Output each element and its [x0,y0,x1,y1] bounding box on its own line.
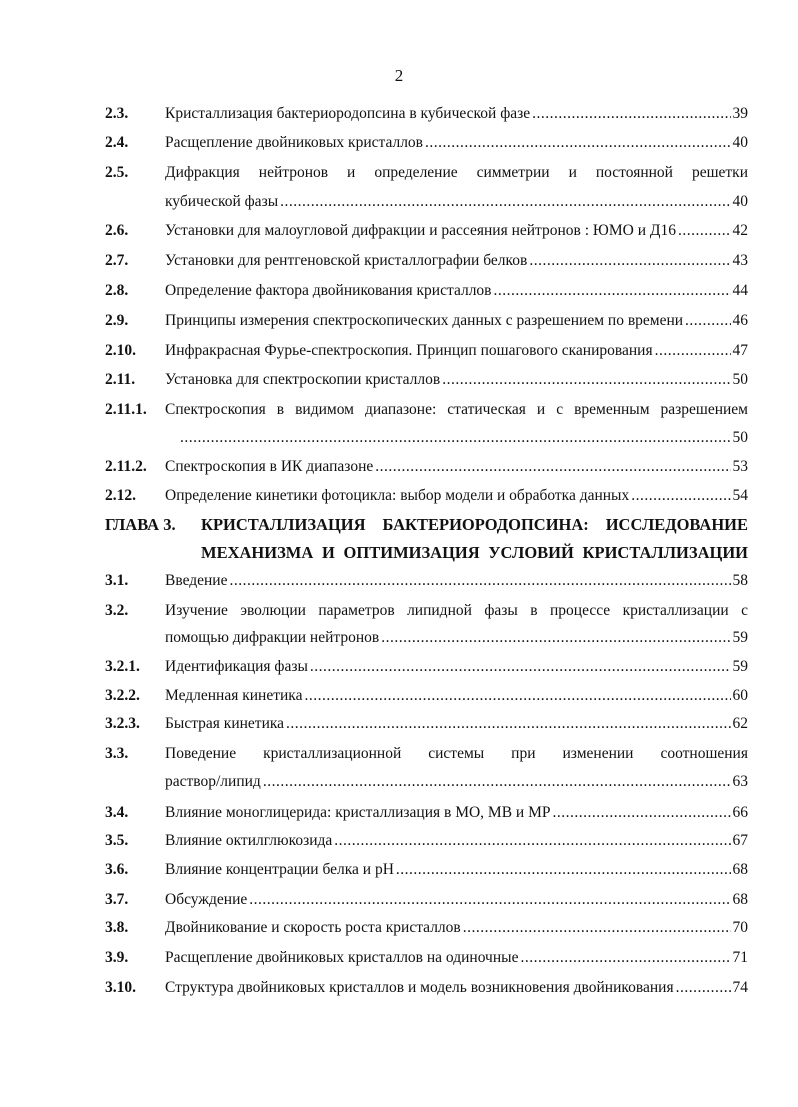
entry-title: Влияние октилглюкозида [165,832,333,849]
entry-page: 70 [732,919,748,936]
entry-title: Идентификация фазы [165,658,308,675]
toc-entry [0,975,798,1001]
toc-entry-continuation [0,189,798,215]
entry-number: 3.2.2. [105,687,140,704]
entry-page: 60 [732,687,748,704]
toc-entry [0,598,798,624]
entry-page: 39 [732,105,748,122]
entry-page: 46 [732,312,748,329]
toc-entry [0,857,798,883]
toc-entry [0,887,798,913]
entry-page: 44 [732,282,748,299]
entry-number: 2.6. [105,222,129,239]
entry-page: 66 [732,804,748,821]
toc-entry [0,800,798,826]
entry-number: 2.11.1. [105,401,147,418]
entry-page: 40 [732,134,748,151]
entry-title-line2: кубической фазы [165,193,279,210]
entry-title: Влияние концентрации белка и pH [165,861,394,878]
entry-number: 3.9. [105,949,129,966]
entry-number: 2.5. [105,164,129,181]
toc-entry [0,454,798,480]
toc-entry [0,915,798,941]
entry-page: 68 [732,891,748,908]
toc-entry [0,654,798,680]
toc-entry-continuation [0,425,798,451]
entry-page: 53 [732,458,748,475]
toc-entry [0,248,798,274]
entry-title-line2: раствор/липид [165,773,261,790]
entry-page: 50 [732,429,748,446]
entry-title: Кристаллизация бактериородопсина в кубической фазе [165,105,531,122]
toc-entry-continuation [0,769,798,795]
chapter-title-line2: МЕХАНИЗМА И ОПТИМИЗАЦИЯ УСЛОВИЙ КРИСТАЛЛИЗАЦИИ [201,543,748,562]
entry-title: Инфракрасная Фурье-спектроскопия. Принцип пошагового сканирования [165,342,653,359]
toc-entry [0,683,798,709]
entry-title-line1: Поведение кристаллизационной системы при изменении соотношения [165,745,748,762]
entry-number: 3.8. [105,919,129,936]
page-number: 2 [394,66,404,85]
entry-number: 2.4. [105,134,129,151]
entry-number: 2.3. [105,105,129,122]
toc-entry [0,308,798,334]
entry-number: 2.11.2. [105,458,147,475]
entry-number: 3.1. [105,572,129,589]
entry-page: 40 [732,193,748,210]
entry-title: Определение фактора двойникования кристаллов [165,282,492,299]
entry-page: 43 [732,252,748,269]
toc-entry [0,741,798,767]
entry-number: 2.12. [105,487,136,504]
toc-entry-continuation [0,625,798,651]
chapter-label: ГЛАВА 3. [105,515,176,534]
entry-title: Установки для малоугловой дифракции и рассеяния нейтронов : ЮМО и Д16 [165,222,676,239]
entry-page: 59 [732,658,748,675]
entry-number: 2.9. [105,312,129,329]
entry-title: Расщепление двойниковых кристаллов [165,134,424,151]
entry-page: 71 [732,949,748,966]
entry-number: 3.5. [105,832,129,849]
entry-number: 3.2.1. [105,658,140,675]
entry-number: 3.2.3. [105,715,140,732]
entry-title: Принципы измерения спектроскопических данных с разрешением по времени [165,312,684,329]
toc-entry [0,338,798,364]
entry-page: 67 [732,832,748,849]
toc-entry [0,278,798,304]
entry-title-line1: Изучение эволюции параметров липидной фазы в процессе кристаллизации с [165,602,748,619]
entry-title: Быстрая кинетика [165,715,285,732]
entry-title: Спектроскопия в ИК диапазоне [165,458,374,475]
entry-page: 47 [732,342,748,359]
entry-title-line2: помощью дифракции нейтронов [165,629,380,646]
entry-number: 3.7. [105,891,129,908]
toc-entry [0,397,798,423]
entry-number: 3.4. [105,804,129,821]
entry-page: 63 [732,773,748,790]
entry-title: Обсуждение [165,891,248,908]
entry-page: 62 [732,715,748,732]
entry-page: 54 [732,487,748,504]
toc-entry [0,218,798,244]
entry-title: Медленная кинетика [165,687,303,704]
entry-number: 2.7. [105,252,129,269]
entry-page: 59 [732,629,748,646]
toc-entry [0,367,798,393]
toc-entry [0,945,798,971]
entry-number: 3.2. [105,602,129,619]
entry-title-line1: Дифракция нейтронов и определение симметрии и постоянной решетки [165,164,748,181]
toc-entry [0,711,798,737]
toc-entry [0,828,798,854]
chapter-title-line1: КРИСТАЛЛИЗАЦИЯ БАКТЕРИОРОДОПСИНА: ИССЛЕДОВАНИЕ [201,515,748,534]
entry-title: Установка для спектроскопии кристаллов [165,371,441,388]
toc-entry [0,568,798,594]
entry-page: 68 [732,861,748,878]
entry-page: 74 [732,979,748,996]
toc-entry [0,101,798,127]
entry-page: 58 [732,572,748,589]
entry-number: 2.8. [105,282,129,299]
entry-number: 3.3. [105,745,129,762]
entry-title: Определение кинетики фотоцикла: выбор модели и обработка данных [165,487,630,504]
entry-title: Установки для рентгеновской кристаллографии белков [165,252,528,269]
toc-entry [0,160,798,186]
entry-page: 50 [732,371,748,388]
entry-title: Влияние моноглицерида: кристаллизация в МО, МВ и МР [165,804,551,821]
toc-entry [0,483,798,509]
entry-title-line1: Спектроскопия в видимом диапазоне: статическая и с временным разрешением [165,401,748,418]
entry-title: Двойникование и скорость роста кристаллов [165,919,461,936]
toc-entry [0,130,798,156]
entry-title: Введение [165,572,228,589]
entry-title: Расщепление двойниковых кристаллов на одиночные [165,949,519,966]
entry-number: 3.6. [105,861,129,878]
entry-title: Структура двойниковых кристаллов и модель возникновения двойникования [165,979,674,996]
entry-number: 2.11. [105,371,136,388]
entry-number: 3.10. [105,979,136,996]
entry-number: 2.10. [105,342,136,359]
entry-page: 42 [732,222,748,239]
